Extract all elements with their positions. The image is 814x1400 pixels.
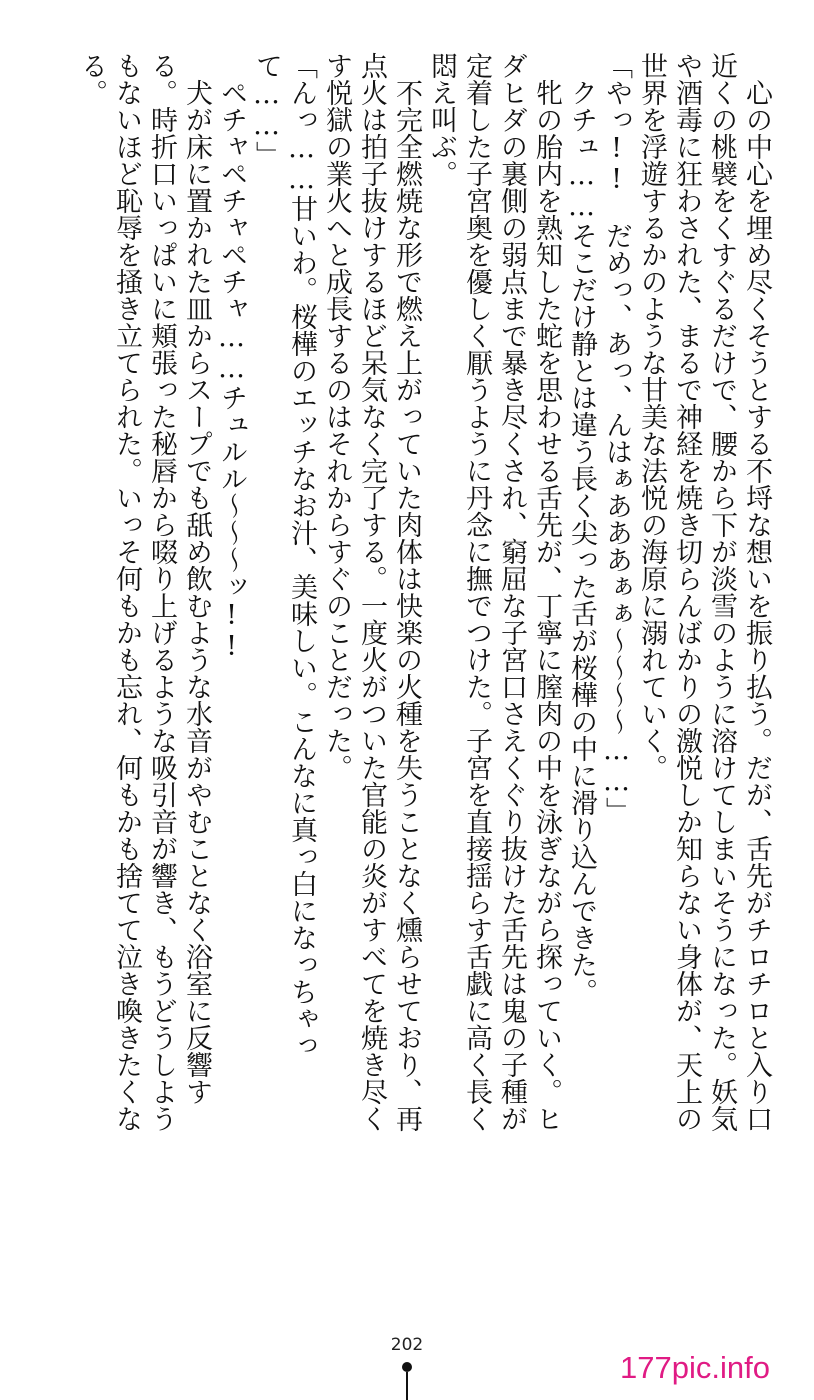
page-marker-line	[406, 1372, 408, 1400]
paragraph-2: 「やっ!! だめっ、あっ、んはぁあああぁぁ～～～～……」	[601, 52, 632, 824]
paragraph-6: 「んっ……甘いわ。桜樺のエッチなお汁、美味しい。こんなに真っ白になっちゃって……」	[251, 52, 317, 1059]
paragraph-5: 不完全燃焼な形で燃え上がっていた肉体は快楽の火種を失うことなく燻らせており、再点火は拍子抜けするほど呆気なく完了する。一度火がついた官能の炎がすべてを焼き尽くす悦獄の業火へと成長するのはそれからすぐのことだった。	[321, 52, 422, 1132]
paragraph-8: 犬が床に置かれた皿からスープでも舐め飲むような水音がやむことなく浴室に反響する。時折口いっぱいに頬張った秘唇から啜り上げるような吸引音が響き、もうどうしようもないほど恥辱を掻き立てられた。いっそ何もかも忘れ、何もかも捨てて泣き喚きたくなる。	[76, 52, 212, 1132]
paragraph-1: 心の中心を埋め尽くそうとする不埒な想いを振り払う。だが、舌先がチロチロと入り口近くの桃襞をくすぐるだけで、腰から下が淡雪のように溶けてしまいそうになった。妖気や酒毒に狂わされた、まるで神経を焼き切らんばかりの激悦しか知らない身体が、天上の世界を浮遊するかのような甘美な法悦の海原に溺れていく。	[636, 52, 772, 1132]
page-number: 202	[390, 1335, 424, 1355]
paragraph-7: ペチャペチャペチャ……チュルル～～～ッ!!	[216, 52, 247, 662]
paragraph-3: クチュ……そこだけ静とは違う長く尖った舌が桜樺の中に滑り込んできた。	[566, 52, 597, 1005]
watermark-text: 177pic.info	[620, 1350, 770, 1385]
vertical-text-body	[34, 52, 774, 1132]
page-marker-dot	[402, 1362, 412, 1372]
paragraph-4: 牝の胎内を熟知した蛇を思わせる舌先が、丁寧に膣肉の中を泳ぎながら探っていく。ヒダヒダの裏側の弱点まで暴き尽くされ、窮屈な子宮口さえくぐり抜けた舌先は鬼の子種が定着した子宮奥を優しく厭うように丹念に撫でつけた。子宮を直接揺らす舌戯に高く長く悶え叫ぶ。	[426, 52, 562, 1132]
